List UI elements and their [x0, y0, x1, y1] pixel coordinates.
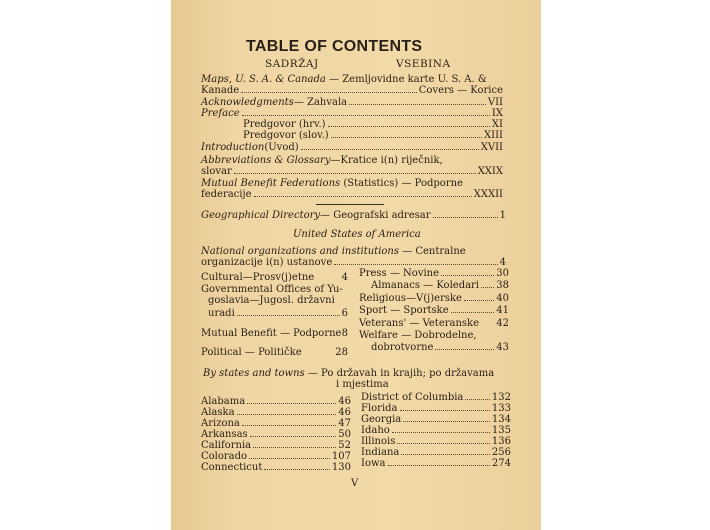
category-veterans [359, 318, 509, 329]
entry-page: 42 [496, 318, 509, 329]
state-page: 274 [491, 458, 511, 469]
entry-label: Kanade [201, 85, 240, 96]
leader-dots [397, 443, 490, 444]
entry-page: 8 [341, 328, 348, 339]
leader-dots [301, 149, 479, 150]
category-welfare-line1: Welfare — Dobrodelne, [359, 330, 477, 341]
leader-dots [242, 425, 336, 426]
state-page: 50 [338, 429, 351, 440]
entry-label: Mutual Benefit — Podporne [201, 328, 342, 339]
state-row [361, 458, 511, 469]
state-page: 256 [491, 447, 511, 458]
entry-page: 40 [496, 293, 509, 304]
toc-entry-mutual-benefit [201, 178, 463, 189]
state-name: District of Columbia [361, 392, 464, 403]
toc-entry-abbreviations-line2 [201, 166, 503, 177]
state-name: Iowa [361, 458, 386, 469]
entry-label: Political — Političke [201, 347, 302, 358]
leader-dots [249, 458, 330, 459]
states-intro-line1 [203, 368, 494, 379]
entry-page: XVII [480, 142, 503, 153]
state-row [201, 407, 351, 418]
leader-dots [400, 410, 490, 411]
state-name: Connecticut [201, 462, 263, 473]
leader-dots [247, 403, 336, 404]
state-page: 136 [491, 436, 511, 447]
leader-dots [392, 432, 490, 433]
entry-label-translation: — Zemljovidne karte U. S. A. & [325, 74, 487, 85]
leader-dots [328, 126, 490, 127]
entry-label: uradi [208, 308, 235, 319]
category-mutual-benefit [201, 328, 348, 339]
entry-label: Abbreviations & Glossary [201, 155, 331, 166]
state-name: Indiana [361, 447, 400, 458]
leader-dots [465, 399, 490, 400]
toc-entry-maps-line2 [201, 85, 503, 96]
leader-dots [388, 465, 490, 466]
entry-label-translation: — Centralne [399, 246, 466, 257]
category-governmental-line3 [208, 308, 348, 319]
state-page: 46 [338, 407, 351, 418]
state-row [201, 396, 351, 407]
entry-label: Predgovor (hrv.) [243, 119, 326, 130]
leader-dots [403, 421, 490, 422]
leader-dots [250, 436, 337, 437]
leader-dots [254, 196, 472, 197]
leader-dots [234, 173, 476, 174]
entry-page: IX [491, 108, 503, 119]
leader-dots [435, 349, 494, 350]
toc-entry-national-organizations-line2 [201, 257, 506, 268]
entry-page: Covers — Korice [418, 85, 503, 96]
entry-page: 38 [496, 280, 509, 291]
category-governmental-line2: goslavia—Jugosl. državni [208, 295, 335, 306]
entry-label: Sport — Sportske [359, 305, 449, 316]
category-press [359, 268, 509, 279]
entry-label: Acknowledgments [201, 97, 294, 108]
section-heading-usa: United States of America [293, 229, 421, 240]
subtitle-vsebina: VSEBINA [396, 58, 451, 70]
entry-label: Mutual Benefit Federations [201, 178, 341, 189]
entry-label-translation: — Po državah in krajih; po državama [304, 368, 495, 379]
entry-label: Maps, U. S. A. & Canada [201, 74, 326, 85]
leader-dots [237, 315, 340, 316]
leader-dots [464, 300, 494, 301]
toc-entry-predgovor-hrv [243, 119, 503, 130]
state-name: California [201, 440, 252, 451]
category-sport [359, 305, 509, 316]
category-religious [359, 293, 509, 304]
entry-label: Geographical Directory [201, 210, 321, 221]
toc-entry-abbreviations [201, 155, 443, 166]
entry-label-translation: —Kratice i(n) riječnik, [330, 155, 443, 166]
state-row [201, 440, 351, 451]
entry-page: 1 [499, 210, 506, 221]
entry-label: Press — Novine [359, 268, 440, 279]
subtitle-sadrzaj: SADRŽAJ [265, 58, 319, 70]
state-page: 46 [338, 396, 351, 407]
leader-dots [334, 264, 497, 265]
entry-label: organizacije i(n) ustanove [201, 257, 333, 268]
entry-page: 4 [341, 272, 348, 283]
entry-label: Introduction [201, 142, 265, 153]
entry-label: By states and towns [203, 368, 305, 379]
state-name: Alabama [201, 396, 246, 407]
toc-entry-national-organizations [201, 246, 466, 257]
entry-label: Almanacs — Koledari [371, 280, 480, 291]
entry-page: 28 [335, 347, 348, 358]
entry-page: 30 [496, 268, 509, 279]
state-name: Arkansas [201, 429, 248, 440]
toc-entry-acknowledgments [201, 97, 503, 108]
state-row [361, 392, 511, 403]
states-intro-line2: i mjestima [336, 379, 389, 390]
state-name: Arizona [201, 418, 240, 429]
entry-label-translation: (Uvod) [264, 142, 299, 153]
page-title: TABLE OF CONTENTS [246, 38, 423, 55]
section-divider [316, 204, 384, 205]
entry-page: XXXII [473, 189, 503, 200]
state-name: Idaho [361, 425, 390, 436]
state-row [201, 429, 351, 440]
state-row [361, 414, 511, 425]
entry-label: National organizations and institutions [201, 246, 399, 257]
entry-page: VII [487, 97, 503, 108]
entry-page: 6 [341, 308, 348, 319]
entry-page: 4 [499, 257, 506, 268]
entry-label: Veterans' — Veteranske [359, 318, 480, 329]
state-page: 52 [338, 440, 351, 451]
category-political [201, 347, 348, 358]
category-welfare-line2 [371, 342, 509, 353]
toc-entry-preface [201, 108, 503, 119]
category-almanacs [371, 280, 509, 291]
leader-dots [349, 104, 486, 105]
leader-dots [451, 312, 495, 313]
category-cultural [201, 272, 348, 283]
state-name: Alaska [201, 407, 235, 418]
leader-dots [331, 137, 482, 138]
state-page: 133 [491, 403, 511, 414]
entry-page: XIII [484, 130, 503, 141]
leader-dots [401, 454, 490, 455]
entry-page: 41 [496, 305, 509, 316]
state-row [201, 451, 351, 462]
leader-dots [253, 447, 336, 448]
state-page: 134 [491, 414, 511, 425]
leader-dots [481, 287, 494, 288]
page-number: V [351, 478, 359, 489]
entry-page: XI [491, 119, 503, 130]
leader-dots [241, 92, 417, 93]
leader-dots [264, 469, 330, 470]
state-name: Georgia [361, 414, 402, 425]
entry-label: Cultural—Prosv(j)etne [201, 272, 315, 283]
entry-label: Preface [201, 108, 240, 119]
state-name: Florida [361, 403, 398, 414]
state-page: 107 [331, 451, 351, 462]
entry-label: Religious—V(j)erske [359, 293, 462, 304]
state-row [201, 418, 351, 429]
leader-dots [441, 275, 494, 276]
toc-entry-predgovor-slov [243, 130, 503, 141]
entry-page: XXIX [477, 166, 503, 177]
entry-label: dobrotvorne [371, 342, 434, 353]
entry-label-translation: — Zahvala [293, 97, 348, 108]
state-row [361, 425, 511, 436]
entry-label-translation: — Geografski adresar [320, 210, 431, 221]
book-page [171, 0, 541, 530]
state-page: 47 [338, 418, 351, 429]
state-page: 132 [491, 392, 511, 403]
state-row [201, 462, 351, 473]
state-row [361, 403, 511, 414]
entry-label: Predgovor (slov.) [243, 130, 329, 141]
state-page: 135 [491, 425, 511, 436]
state-page: 130 [331, 462, 351, 473]
state-name: Colorado [201, 451, 248, 462]
toc-entry-introduction [201, 142, 503, 153]
state-name: Illinois [361, 436, 396, 447]
leader-dots [433, 217, 498, 218]
toc-entry-geographical-directory [201, 210, 506, 221]
state-row [361, 447, 511, 458]
entry-label: slovar [201, 166, 232, 177]
entry-label: federacije [201, 189, 252, 200]
state-row [361, 436, 511, 447]
category-governmental-line1: Governmental Offices of Yu- [201, 284, 343, 295]
entry-page: 43 [496, 342, 509, 353]
leader-dots [237, 414, 337, 415]
leader-dots [242, 115, 490, 116]
toc-entry-maps [201, 74, 487, 85]
entry-label-translation: (Statistics) — Podporne [340, 178, 463, 189]
toc-entry-mutual-benefit-line2 [201, 189, 503, 200]
